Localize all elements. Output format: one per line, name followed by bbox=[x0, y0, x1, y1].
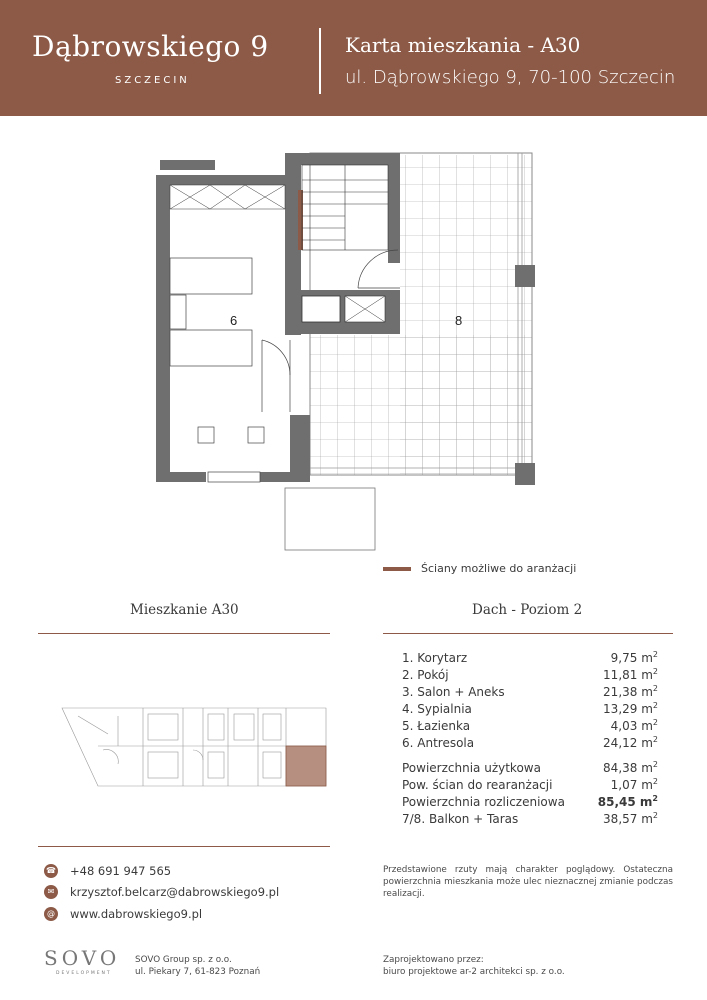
contact-phone[interactable] bbox=[44, 864, 171, 878]
apartment-title: Mieszkanie A30 bbox=[130, 602, 239, 618]
brand-name: Dąbrowskiego 9 bbox=[32, 30, 269, 63]
shaft bbox=[302, 296, 340, 322]
at-icon: @ bbox=[44, 907, 58, 921]
unit-sup: 2 bbox=[652, 777, 658, 786]
floor-title-line bbox=[383, 633, 673, 634]
designer-name: biuro projektowe ar-2 architekci sp. z o.o. bbox=[383, 967, 565, 977]
unit-sup: 2 bbox=[652, 735, 658, 744]
summary-row bbox=[402, 794, 658, 811]
legend-text: Ściany możliwe do aranżacji bbox=[421, 562, 577, 575]
furniture bbox=[170, 258, 264, 482]
room-area: 9,75 m bbox=[610, 651, 653, 665]
room-area: 11,81 m bbox=[603, 668, 653, 682]
summary-name: 7/8. Balkon + Taras bbox=[402, 812, 519, 826]
unit-sup: 2 bbox=[652, 650, 658, 659]
sovo-logo-sub: DEVELOPMENT bbox=[56, 971, 112, 976]
legend-swatch bbox=[383, 567, 411, 571]
room-area: 21,38 m bbox=[603, 685, 653, 699]
header-divider bbox=[319, 28, 321, 94]
website-text: www.dabrowskiego9.pl bbox=[70, 907, 203, 921]
building-key-plan bbox=[58, 706, 330, 788]
room-row bbox=[402, 701, 658, 718]
contact-email[interactable] bbox=[44, 885, 279, 899]
summary-name: Powierzchnia użytkowa bbox=[402, 761, 541, 775]
designer-info bbox=[383, 954, 565, 978]
summary-area: 1,07 m bbox=[610, 778, 653, 792]
room-name: 4. Sypialnia bbox=[402, 702, 472, 716]
balcony bbox=[285, 488, 375, 550]
floor-title: Dach - Poziom 2 bbox=[472, 602, 583, 618]
unit-sup: 2 bbox=[652, 684, 658, 693]
floor-plan bbox=[150, 150, 550, 555]
room-name: 3. Salon + Aneks bbox=[402, 685, 505, 699]
legend bbox=[383, 562, 576, 575]
header-banner bbox=[0, 0, 707, 116]
unit-sup: 2 bbox=[652, 760, 658, 769]
designer-label: Zaprojektowano przez: bbox=[383, 955, 484, 965]
company-name: SOVO Group sp. z o.o. bbox=[135, 955, 232, 965]
summary-name: Pow. ścian do rearanżacji bbox=[402, 778, 553, 792]
brand-city: SZCZECIN bbox=[115, 75, 190, 86]
unit-sup: 2 bbox=[652, 667, 658, 676]
room-row bbox=[402, 718, 658, 735]
room-label: 8 bbox=[455, 313, 463, 328]
card-title: Karta mieszkania - A30 bbox=[345, 33, 581, 57]
rooms-table bbox=[402, 650, 658, 828]
storage-units bbox=[170, 185, 285, 209]
room-row bbox=[402, 735, 658, 752]
summary-name: Powierzchnia rozliczeniowa bbox=[402, 795, 565, 809]
disclaimer: Przedstawione rzuty mają charakter poglądowy. Ostateczna powierzchnia mieszkania może ulec nieznacznej zmianie podczas realizacji. bbox=[383, 865, 673, 899]
terrace-tiles-lower bbox=[310, 335, 532, 475]
contact-website[interactable] bbox=[44, 907, 202, 921]
room-name: 1. Korytarz bbox=[402, 651, 468, 665]
summary-row bbox=[402, 811, 658, 828]
summary-area: 38,57 m bbox=[603, 812, 653, 826]
summary-area: 85,45 m bbox=[597, 795, 653, 809]
table-gap bbox=[402, 752, 658, 760]
footer-line bbox=[38, 846, 330, 847]
summary-row bbox=[402, 760, 658, 777]
phone-icon: ☎ bbox=[44, 864, 58, 878]
room-name: 5. Łazienka bbox=[402, 719, 471, 733]
mail-icon: ✉ bbox=[44, 885, 58, 899]
room-name: 2. Pokój bbox=[402, 668, 449, 682]
room-area: 24,12 m bbox=[603, 736, 653, 750]
room-row bbox=[402, 650, 658, 667]
room-area: 4,03 m bbox=[610, 719, 653, 733]
unit-sup: 2 bbox=[652, 794, 658, 803]
highlighted-unit bbox=[286, 746, 326, 786]
summary-area: 84,38 m bbox=[603, 761, 653, 775]
email-text: krzysztof.belcarz@dabrowskiego9.pl bbox=[70, 885, 280, 899]
room-row bbox=[402, 684, 658, 701]
summary-row bbox=[402, 777, 658, 794]
sovo-logo: SOVO bbox=[44, 946, 121, 970]
card-address: ul. Dąbrowskiego 9, 70-100 Szczecin bbox=[345, 67, 676, 88]
room-area: 13,29 m bbox=[603, 702, 653, 716]
unit-sup: 2 bbox=[652, 811, 658, 820]
room-label: 6 bbox=[230, 313, 238, 328]
room-name: 6. Antresola bbox=[402, 736, 475, 750]
phone-text: +48 691 947 565 bbox=[70, 864, 172, 878]
company-info bbox=[135, 954, 260, 978]
room-row bbox=[402, 667, 658, 684]
unit-sup: 2 bbox=[652, 701, 658, 710]
company-address: ul. Piekary 7, 61-823 Poznań bbox=[135, 967, 261, 977]
staircase bbox=[302, 165, 388, 250]
unit-sup: 2 bbox=[652, 718, 658, 727]
apartment-title-line bbox=[38, 633, 330, 634]
